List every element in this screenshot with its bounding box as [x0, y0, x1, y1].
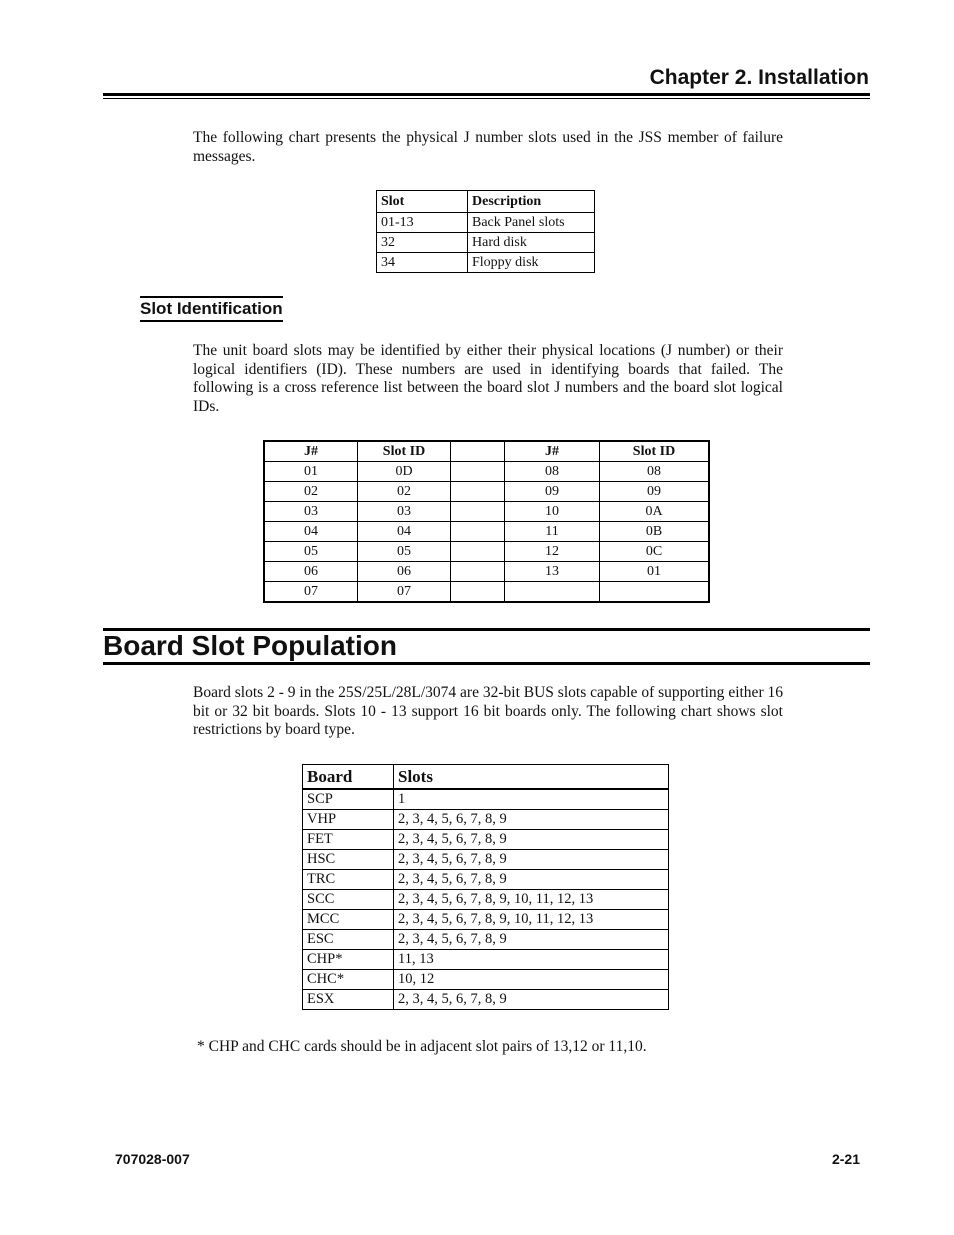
table-cell: HSC — [303, 850, 394, 870]
slot-id-cross-reference-table — [263, 440, 710, 603]
table-row — [303, 970, 669, 990]
table-cell: 2, 3, 4, 5, 6, 7, 8, 9 — [394, 830, 669, 850]
table-header-row — [303, 765, 669, 790]
table-cell — [451, 562, 505, 582]
column-header-spacer — [451, 441, 505, 462]
table-cell: Back Panel slots — [468, 213, 595, 233]
table-cell: 04 — [264, 522, 358, 542]
table-row — [303, 890, 669, 910]
column-header-board: Board — [303, 765, 394, 790]
table-row — [264, 462, 709, 482]
page-heading-board-slot-population: Board Slot Population — [103, 630, 397, 661]
table-cell: 01 — [600, 562, 710, 582]
table-cell: 06 — [358, 562, 451, 582]
table-cell: 09 — [505, 482, 600, 502]
table-cell: CHC* — [303, 970, 394, 990]
table-cell: 10 — [505, 502, 600, 522]
table-row — [303, 930, 669, 950]
table-cell: 2, 3, 4, 5, 6, 7, 8, 9 — [394, 870, 669, 890]
column-header-slot-id: Slot ID — [600, 441, 710, 462]
table-row — [264, 522, 709, 542]
table-cell: 0C — [600, 542, 710, 562]
table-cell: ESC — [303, 930, 394, 950]
table-cell: 11, 13 — [394, 950, 669, 970]
table-row — [377, 253, 595, 273]
intro-paragraph: The following chart presents the physical J number slots used in the JSS member of failure messages. — [193, 129, 783, 165]
table-cell: 05 — [358, 542, 451, 562]
footnote: * CHP and CHC cards should be in adjacent slot pairs of 13,12 or 11,10. — [197, 1038, 647, 1055]
table-cell — [451, 542, 505, 562]
header-rule-thick — [103, 93, 870, 96]
table-cell: 0A — [600, 502, 710, 522]
table-cell — [451, 522, 505, 542]
table-cell: 13 — [505, 562, 600, 582]
table-header-row — [264, 441, 709, 462]
table-cell: Floppy disk — [468, 253, 595, 273]
table-cell: ESX — [303, 990, 394, 1010]
table-cell: 08 — [505, 462, 600, 482]
table-cell — [451, 482, 505, 502]
table-row — [264, 542, 709, 562]
section-heading-slot-identification: Slot Identification — [140, 296, 283, 322]
table-row — [303, 830, 669, 850]
table-cell: 02 — [264, 482, 358, 502]
chapter-title: Chapter 2. Installation — [649, 66, 869, 89]
table-row — [377, 213, 595, 233]
table-row — [303, 950, 669, 970]
table-cell — [451, 502, 505, 522]
table-cell: 04 — [358, 522, 451, 542]
table-cell: 1 — [394, 789, 669, 810]
table-cell: 03 — [358, 502, 451, 522]
table-cell: 2, 3, 4, 5, 6, 7, 8, 9, 10, 11, 12, 13 — [394, 910, 669, 930]
table-row — [264, 582, 709, 603]
table-cell: 2, 3, 4, 5, 6, 7, 8, 9 — [394, 930, 669, 950]
table-row — [303, 870, 669, 890]
table-cell: 2, 3, 4, 5, 6, 7, 8, 9 — [394, 990, 669, 1010]
table-cell: 34 — [377, 253, 468, 273]
page-number: 2-21 — [831, 1151, 860, 1167]
column-header-slot-id: Slot ID — [358, 441, 451, 462]
column-header-slot: Slot — [377, 191, 468, 213]
table-cell: VHP — [303, 810, 394, 830]
table-cell: 01-13 — [377, 213, 468, 233]
table-cell: FET — [303, 830, 394, 850]
table-cell: SCP — [303, 789, 394, 810]
column-header-j-number: J# — [264, 441, 358, 462]
document-number: 707028-007 — [115, 1151, 190, 1167]
table-cell: 2, 3, 4, 5, 6, 7, 8, 9, 10, 11, 12, 13 — [394, 890, 669, 910]
table-cell — [505, 582, 600, 603]
table-cell — [451, 582, 505, 603]
table-cell: 06 — [264, 562, 358, 582]
table-cell: 2, 3, 4, 5, 6, 7, 8, 9 — [394, 850, 669, 870]
slot-table — [376, 190, 595, 273]
column-header-j-number: J# — [505, 441, 600, 462]
table-row — [264, 502, 709, 522]
table-cell: 0D — [358, 462, 451, 482]
table-row — [303, 810, 669, 830]
table-cell: 08 — [600, 462, 710, 482]
table-cell: 2, 3, 4, 5, 6, 7, 8, 9 — [394, 810, 669, 830]
board-slot-table — [302, 764, 669, 1010]
slot-identification-paragraph: The unit board slots may be identified by either their physical locations (J number) or their logical identifiers (ID). These numbers are used in identifying boards that failed. The following is a cross reference list between the board slot J numbers and the board slot logical IDs. — [193, 342, 783, 415]
table-row — [377, 233, 595, 253]
table-cell: 05 — [264, 542, 358, 562]
table-cell — [451, 462, 505, 482]
table-cell: 03 — [264, 502, 358, 522]
board-slot-population-paragraph: Board slots 2 - 9 in the 25S/25L/28L/3074 are 32-bit BUS slots capable of supporting either 16 bit or 32 bit boards. Slots 10 - 13 support 16 bit boards only. The following chart shows slot restrictions by board type. — [193, 684, 783, 739]
table-row — [264, 562, 709, 582]
table-cell: TRC — [303, 870, 394, 890]
table-cell: Hard disk — [468, 233, 595, 253]
table-cell: 12 — [505, 542, 600, 562]
table-row — [303, 789, 669, 810]
table-cell: 0B — [600, 522, 710, 542]
table-cell: 07 — [358, 582, 451, 603]
table-cell: 07 — [264, 582, 358, 603]
table-row — [264, 482, 709, 502]
table-cell: 10, 12 — [394, 970, 669, 990]
table-cell: 09 — [600, 482, 710, 502]
table-cell — [600, 582, 710, 603]
column-header-slots: Slots — [394, 765, 669, 790]
column-header-description: Description — [468, 191, 595, 213]
table-cell: MCC — [303, 910, 394, 930]
table-cell: CHP* — [303, 950, 394, 970]
table-cell: SCC — [303, 890, 394, 910]
table-cell: 01 — [264, 462, 358, 482]
section-rule-bottom — [103, 662, 870, 665]
table-header-row — [377, 191, 595, 213]
table-cell: 11 — [505, 522, 600, 542]
table-row — [303, 990, 669, 1010]
table-row — [303, 850, 669, 870]
table-cell: 32 — [377, 233, 468, 253]
table-row — [303, 910, 669, 930]
header-rule-thin — [103, 98, 870, 99]
table-cell: 02 — [358, 482, 451, 502]
